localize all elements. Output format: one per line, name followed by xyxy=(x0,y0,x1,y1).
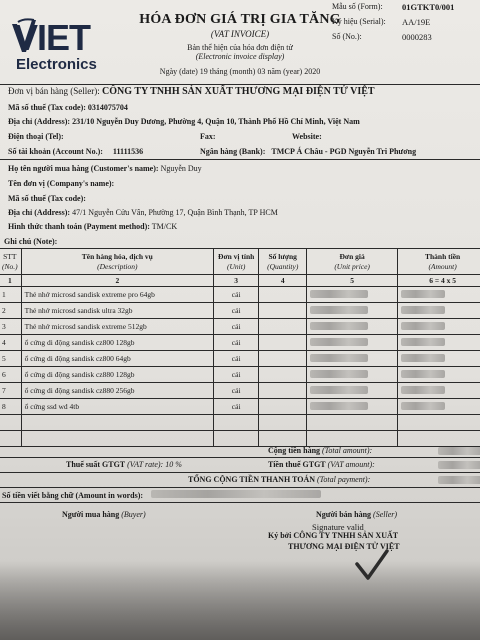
row-description: Thẻ nhớ microsd sandisk ultra 32gb xyxy=(21,303,213,319)
signature-valid: Signature valid xyxy=(312,522,364,532)
redacted-value xyxy=(310,322,368,330)
table-index-row xyxy=(0,275,480,287)
serial-value: AA/19E xyxy=(402,17,431,27)
logo-brand-text: VIET xyxy=(14,17,91,58)
index-cell: 5 xyxy=(307,275,398,287)
row-unit: cái xyxy=(214,303,259,319)
buyer-payment-label: Hình thức thanh toán (Payment method): xyxy=(8,222,150,231)
row-unit: cái xyxy=(214,335,259,351)
buyer-company-row xyxy=(8,179,114,188)
row-unit: cái xyxy=(214,319,259,335)
seller-address-label: Địa chỉ (Address): xyxy=(8,117,71,126)
redacted-vat-amount xyxy=(438,461,480,469)
redacted-value xyxy=(401,386,445,394)
row-no: 2 xyxy=(0,303,21,319)
redacted-value xyxy=(401,402,445,410)
buyer-note-row xyxy=(4,237,57,246)
seller-signature-title-en: (Seller) xyxy=(373,510,398,519)
buyer-customer: Nguyễn Duy xyxy=(160,164,202,173)
redacted-value xyxy=(310,354,368,362)
col-header-unit-vi: Đơn vị tính xyxy=(218,251,255,261)
amount-in-words-row xyxy=(2,490,321,500)
vat-amount-label-en: (VAT amount): xyxy=(327,460,375,469)
row-amount xyxy=(398,351,480,367)
index-cell: 4 xyxy=(259,275,307,287)
seller-bank: TMCP Á Châu - PGD Nguyễn Tri Phương xyxy=(271,147,417,156)
table-row-empty xyxy=(0,431,480,447)
col-header-description-en: (Description) xyxy=(97,261,138,271)
redacted-total-amount xyxy=(438,447,480,455)
seller-fax-label: Fax: xyxy=(200,132,216,141)
divider xyxy=(0,159,480,160)
redacted-amount-in-words xyxy=(151,490,321,498)
logo-brand xyxy=(14,17,91,58)
vat-rate-row xyxy=(66,460,182,469)
signed-by-line2: THƯƠNG MẠI ĐIỆN TỬ VIỆT xyxy=(288,542,400,551)
divider xyxy=(0,457,480,458)
buyer-payment: TM/CK xyxy=(151,222,178,231)
index-cell: 2 xyxy=(21,275,213,287)
row-amount xyxy=(398,303,480,319)
table-header-row xyxy=(0,249,480,275)
number-value: 0000283 xyxy=(402,32,432,42)
redacted-value xyxy=(401,322,445,330)
col-header-unit-price-en: (Unit price) xyxy=(334,261,370,271)
table-row xyxy=(0,399,480,415)
seller-tax: 0314075704 xyxy=(87,103,128,112)
row-description: Thẻ nhớ microsd sandisk extreme pro 64gb xyxy=(21,287,213,303)
buyer-signature-title-en: (Buyer) xyxy=(121,510,146,519)
seller-name: CÔNG TY TNHH SẢN XUẤT THƯƠNG MẠI ĐIỆN TỬ VIỆT xyxy=(102,86,375,97)
seller-name-row xyxy=(8,86,375,97)
row-no: 6 xyxy=(0,367,21,383)
redacted-value xyxy=(401,338,445,346)
buyer-address-label: Địa chỉ (Address): xyxy=(8,208,71,217)
seller-bank-row xyxy=(200,147,416,156)
amount-in-words-label: Số tiền viết bằng chữ (Amount in words): xyxy=(2,491,144,500)
table-row xyxy=(0,303,480,319)
seller-bank-label: Ngân hàng (Bank): xyxy=(200,147,266,156)
col-header-quantity-vi: Số lượng xyxy=(268,251,297,261)
photo-shadow xyxy=(0,560,480,640)
total-amount-label-en: (Total amount): xyxy=(322,446,373,455)
row-quantity xyxy=(259,287,307,303)
row-unit-price xyxy=(307,383,398,399)
vat-rate-label: Thuế suất GTGT xyxy=(66,460,126,469)
display-note-en: (Electronic invoice display) xyxy=(195,52,285,61)
row-quantity xyxy=(259,383,307,399)
col-header-no-vi: STT xyxy=(3,251,17,261)
row-amount xyxy=(398,287,480,303)
logo-sub: Electronics xyxy=(16,56,97,73)
table-row xyxy=(0,319,480,335)
row-description: ổ cứng di động sandisk cz800 128gb xyxy=(21,335,213,351)
seller-account: 11111536 xyxy=(112,147,144,156)
invoice-meta xyxy=(332,2,480,47)
redacted-value xyxy=(401,306,445,314)
seller-tax-row xyxy=(8,103,128,112)
table-row-empty xyxy=(0,415,480,431)
col-header-description xyxy=(21,249,213,275)
row-quantity xyxy=(259,319,307,335)
index-cell: 1 xyxy=(0,275,21,287)
buyer-customer-label: Họ tên người mua hàng (Customer's name): xyxy=(8,164,159,173)
row-amount xyxy=(398,399,480,415)
row-no: 3 xyxy=(0,319,21,335)
row-no: 8 xyxy=(0,399,21,415)
total-payment-row xyxy=(188,475,370,484)
seller-tel-label: Điện thoại (Tel): xyxy=(8,132,64,141)
buyer-note-label: Ghi chú (Note): xyxy=(4,237,58,246)
buyer-address-row xyxy=(8,208,278,217)
col-header-amount xyxy=(398,249,480,275)
redacted-value xyxy=(401,354,445,362)
row-description: ổ cứng di động sandisk cz800 64gb xyxy=(21,351,213,367)
redacted-value xyxy=(401,370,445,378)
col-header-description-vi: Tên hàng hóa, dịch vụ xyxy=(81,251,153,261)
invoice-date: Ngày (date) 19 tháng (month) 03 năm (year) 2020 xyxy=(159,67,321,76)
items-table xyxy=(0,248,480,447)
divider xyxy=(0,84,480,85)
seller-tel-row xyxy=(8,132,64,141)
col-header-amount-vi: Thành tiền xyxy=(424,251,461,261)
col-header-no xyxy=(0,249,21,275)
redacted-value xyxy=(310,338,368,346)
seller-signature-title: Người bán hàng xyxy=(316,510,372,519)
row-description: ổ cứng ssd wd 4tb xyxy=(21,399,213,415)
table-row xyxy=(0,351,480,367)
col-header-unit-price xyxy=(307,249,398,275)
row-unit-price xyxy=(307,351,398,367)
table-row xyxy=(0,335,480,351)
col-header-quantity xyxy=(259,249,307,275)
total-payment-label-en: (Total payment): xyxy=(317,475,371,484)
seller-account-label: Số tài khoản (Account No.): xyxy=(8,147,103,156)
invoice-title-en: (VAT INVOICE) xyxy=(210,29,270,39)
row-description: ổ cứng di động sandisk cz880 256gb xyxy=(21,383,213,399)
row-quantity xyxy=(259,351,307,367)
redacted-value xyxy=(310,386,368,394)
col-header-unit xyxy=(214,249,259,275)
col-header-amount-en: (Amount) xyxy=(428,261,457,271)
invoice-title: HÓA ĐƠN GIÁ TRỊ GIA TĂNG xyxy=(139,12,341,27)
row-quantity xyxy=(259,399,307,415)
buyer-signature-label xyxy=(62,510,146,519)
divider xyxy=(0,487,480,488)
row-no: 1 xyxy=(0,287,21,303)
row-unit-price xyxy=(307,399,398,415)
row-quantity xyxy=(259,335,307,351)
buyer-signature-title: Người mua hàng xyxy=(62,510,120,519)
vat-amount-row xyxy=(268,460,375,469)
col-header-no-en: (No.) xyxy=(2,261,18,271)
row-unit-price xyxy=(307,319,398,335)
number-label: Số (No.): xyxy=(332,32,362,41)
row-unit: cái xyxy=(214,367,259,383)
row-description: ổ cứng di động sandisk cz880 128gb xyxy=(21,367,213,383)
divider xyxy=(0,502,480,503)
table-row xyxy=(0,367,480,383)
seller-signature-label xyxy=(316,510,397,519)
company-logo xyxy=(10,18,110,78)
invoice-title-block xyxy=(110,12,370,76)
row-no: 7 xyxy=(0,383,21,399)
vat-rate-value: 10 % xyxy=(165,460,182,469)
row-unit-price xyxy=(307,287,398,303)
redacted-value xyxy=(310,306,368,314)
total-payment-label: TỔNG CỘNG TIỀN THANH TOÁN xyxy=(188,475,315,484)
signed-by-line1: Ký bởi CÔNG TY TNHH SẢN XUẤT xyxy=(268,531,399,540)
row-unit: cái xyxy=(214,383,259,399)
seller-address-row xyxy=(8,117,360,126)
col-header-unit-price-vi: Đơn giá xyxy=(339,251,365,261)
row-unit-price xyxy=(307,367,398,383)
buyer-customer-row xyxy=(8,164,202,173)
row-no: 4 xyxy=(0,335,21,351)
buyer-address: 47/1 Nguyễn Cửu Vân, Phường 17, Quận Bình Thạnh, TP HCM xyxy=(72,208,278,217)
buyer-company-label: Tên đơn vị (Company's name): xyxy=(8,179,115,188)
row-quantity xyxy=(259,367,307,383)
redacted-value xyxy=(310,370,368,378)
col-header-unit-en: (Unit) xyxy=(227,261,246,271)
total-amount-row xyxy=(268,446,372,455)
form-value: 01GTKT0/001 xyxy=(402,2,455,12)
divider xyxy=(0,472,480,473)
row-quantity xyxy=(259,303,307,319)
seller-account-row xyxy=(8,147,143,156)
signature-check-icon xyxy=(354,548,390,582)
row-amount xyxy=(398,367,480,383)
seller-website-label: Website: xyxy=(292,132,322,141)
seller-tax-label: Mã số thuế (Tax code): xyxy=(8,103,86,112)
row-amount xyxy=(398,319,480,335)
vat-rate-label-en: (VAT rate): xyxy=(127,460,164,469)
row-unit-price xyxy=(307,303,398,319)
row-unit-price xyxy=(307,335,398,351)
row-no: 5 xyxy=(0,351,21,367)
vat-amount-label: Tiền thuế GTGT xyxy=(268,460,326,469)
table-row xyxy=(0,287,480,303)
buyer-payment-row xyxy=(8,222,177,231)
redacted-value xyxy=(401,290,445,298)
row-unit: cái xyxy=(214,287,259,303)
redacted-value xyxy=(310,402,368,410)
buyer-tax-row xyxy=(8,194,86,203)
row-amount xyxy=(398,383,480,399)
row-unit: cái xyxy=(214,399,259,415)
serial-label: Ký hiệu (Serial): xyxy=(332,17,386,26)
redacted-value xyxy=(310,290,368,298)
index-cell: 3 xyxy=(214,275,259,287)
row-amount xyxy=(398,335,480,351)
table-row xyxy=(0,383,480,399)
col-header-quantity-en: (Quantity) xyxy=(267,261,299,271)
seller-name-label: Đơn vị bán hàng (Seller): xyxy=(8,86,100,96)
index-cell: 6 = 4 x 5 xyxy=(398,275,480,287)
seller-address: 231/10 Nguyễn Duy Dương, Phường 4, Quận 10, Thành Phố Hồ Chí Minh, Việt Nam xyxy=(72,117,360,126)
buyer-tax-label: Mã số thuế (Tax code): xyxy=(8,194,86,203)
redacted-total-payment xyxy=(438,476,480,484)
form-label: Mẫu số (Form): xyxy=(332,2,383,11)
total-amount-label: Cộng tiền hàng xyxy=(268,446,321,455)
row-description: Thẻ nhớ microsd sandisk extreme 512gb xyxy=(21,319,213,335)
display-note: Bản thể hiện của hóa đơn điện tử xyxy=(187,43,293,52)
row-unit: cái xyxy=(214,351,259,367)
